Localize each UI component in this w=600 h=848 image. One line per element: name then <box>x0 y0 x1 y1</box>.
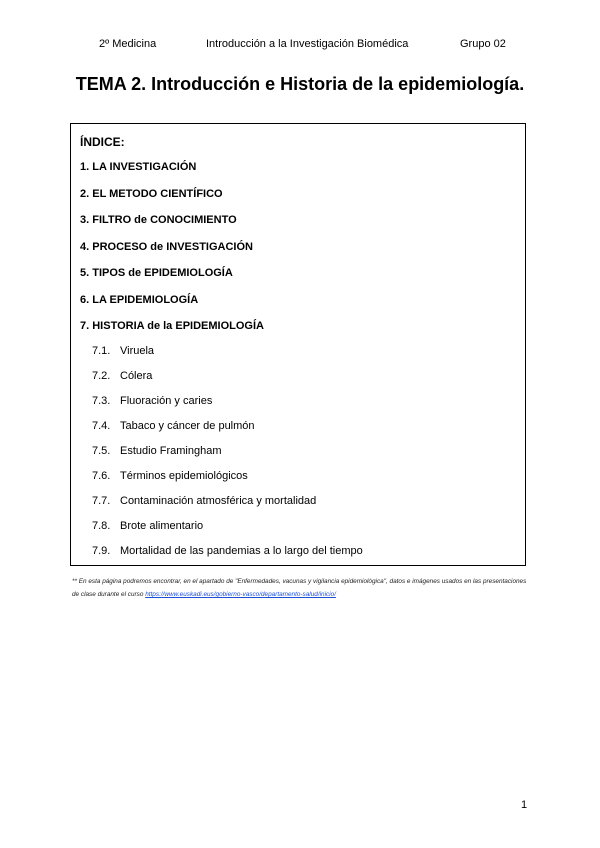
subitem-number: 7.4. <box>92 420 111 432</box>
subitem-number: 7.1. <box>92 345 111 357</box>
subitem-label: Tabaco y cáncer de pulmón <box>120 420 255 432</box>
index-heading: ÍNDICE: <box>80 135 125 149</box>
index-box <box>70 123 526 566</box>
index-item: 7. HISTORIA de la EPIDEMIOLOGÍA <box>80 320 264 332</box>
index-subitem <box>92 345 363 370</box>
index-item: 5. TIPOS de EPIDEMIOLOGÍA <box>80 267 233 279</box>
subitem-number: 7.2. <box>92 370 111 382</box>
index-item: 1. LA INVESTIGACIÓN <box>80 161 197 173</box>
footnote <box>72 575 532 601</box>
index-subitem <box>92 470 363 495</box>
index-item: 2. EL METODO CIENTÍFICO <box>80 187 223 200</box>
subitem-label: Viruela <box>120 345 155 357</box>
subitem-number: 7.7. <box>92 495 111 507</box>
subitem-number: 7.5. <box>92 445 111 457</box>
subitem-label: Términos epidemiológicos <box>120 470 248 482</box>
subitem-number: 7.6. <box>92 470 111 482</box>
index-item: 6. LA EPIDEMIOLOGÍA <box>80 293 199 306</box>
index-subitem <box>92 420 363 445</box>
index-item: 3. FILTRO de CONOCIMIENTO <box>80 214 237 226</box>
index-main-list <box>80 161 264 347</box>
header-group: Grupo 02 <box>460 38 506 50</box>
subitem-label: Contaminación atmosférica y mortalidad <box>120 495 317 507</box>
subitem-label: Cólera <box>120 370 153 382</box>
index-subitem <box>92 445 363 470</box>
subitem-label: Fluoración y caries <box>120 395 213 407</box>
subitem-label: Brote alimentario <box>120 520 204 532</box>
index-subitem <box>92 495 363 520</box>
page-title: TEMA 2. Introducción e Historia de la epidemiología. <box>75 74 525 94</box>
subitem-number: 7.8. <box>92 520 111 532</box>
index-subitem <box>92 395 363 420</box>
subitem-label: Mortalidad de las pandemias a lo largo del tiempo <box>120 545 363 557</box>
subitem-label: Estudio Framingham <box>120 445 222 457</box>
index-subitem <box>92 520 363 545</box>
footnote-link[interactable]: https://www.euskadi.eus/gobierno-vasco/departamento-salud/inicio/ <box>145 591 336 598</box>
index-item: 4. PROCESO de INVESTIGACIÓN <box>80 240 253 253</box>
footnote-text: ** En esta página podremos encontrar, en el apartado de "Enfermedades, vacunas y vigilancia epidemiológica", datos e imágenes usados en las presentaciones de clase durante el curso <box>72 578 527 598</box>
header-subject: Introducción a la Investigación Biomédica <box>206 38 409 50</box>
index-subitem <box>92 370 363 395</box>
header-course: 2º Medicina <box>99 38 157 50</box>
index-subitem <box>92 545 363 570</box>
page-header <box>0 38 600 54</box>
page-number: 1 <box>521 799 528 811</box>
index-sub-list <box>92 345 363 570</box>
subitem-number: 7.9. <box>92 545 111 557</box>
subitem-number: 7.3. <box>92 395 111 407</box>
